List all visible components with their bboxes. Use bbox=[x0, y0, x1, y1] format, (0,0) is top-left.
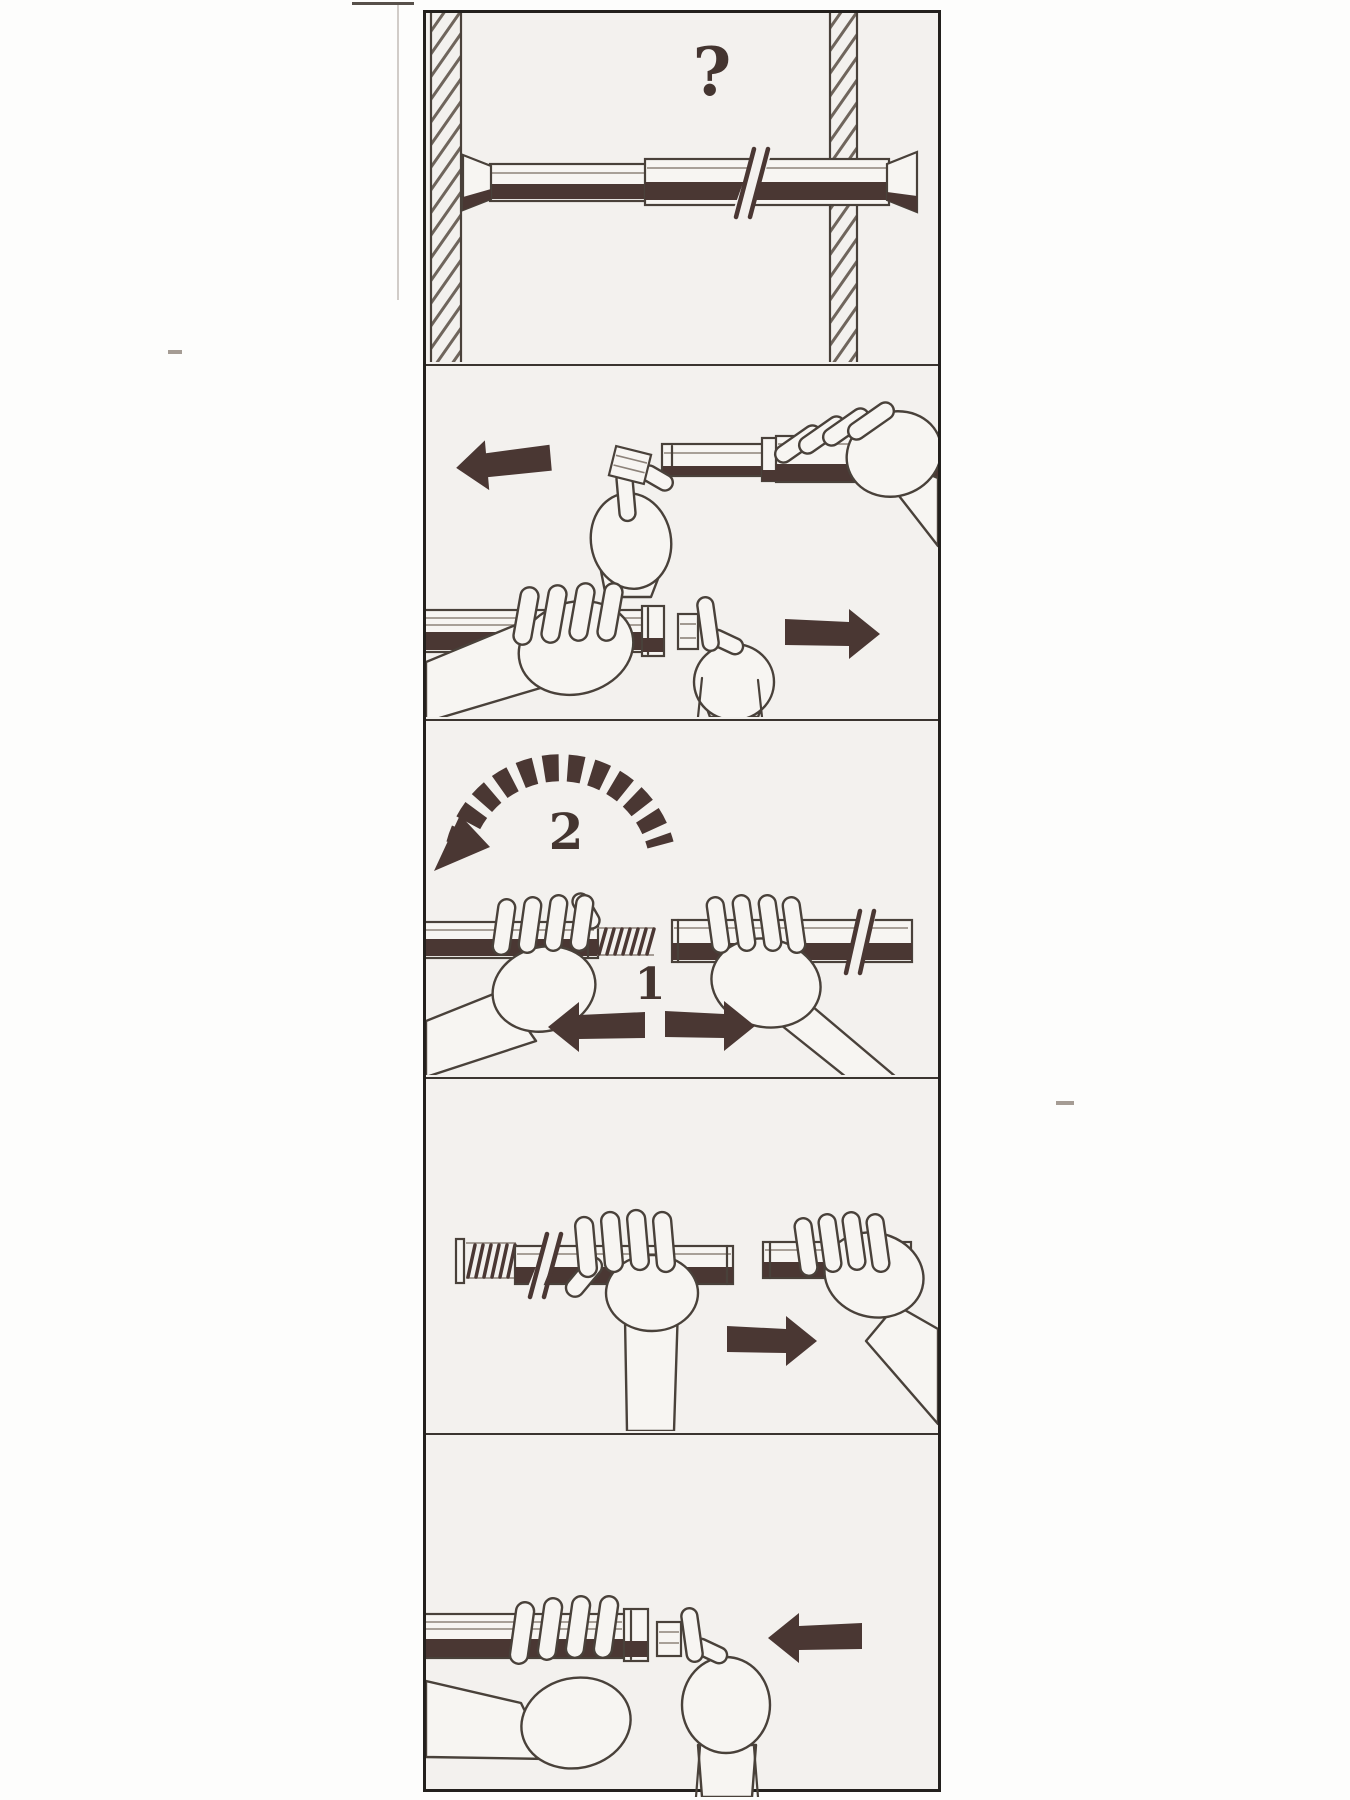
panel-2-disassemble bbox=[426, 366, 938, 721]
arrow-right-icon bbox=[785, 609, 880, 659]
panel-4-insert-spring bbox=[426, 1079, 938, 1435]
hand-gripping-rod-icon bbox=[426, 582, 644, 717]
panel-2-drawing bbox=[426, 366, 938, 717]
panel-5-drawing bbox=[426, 1435, 938, 1797]
hand-gripping-rod-icon bbox=[562, 1209, 698, 1431]
hand-gripping-rod-icon bbox=[794, 1211, 938, 1424]
step-2-label: 2 bbox=[548, 802, 584, 861]
hand-pinching-cap-icon bbox=[680, 1607, 770, 1797]
panel-1-problem bbox=[426, 13, 938, 366]
rod-inner-tube bbox=[662, 444, 764, 476]
arrow-right-icon bbox=[727, 1316, 817, 1366]
panel-3-adjust-length bbox=[426, 721, 938, 1079]
panel-4-drawing bbox=[426, 1079, 938, 1431]
arrow-left-icon bbox=[768, 1613, 862, 1663]
rod-end-cap bbox=[657, 1622, 681, 1656]
scan-edge-artifact bbox=[352, 2, 414, 5]
panel-3-drawing bbox=[426, 721, 938, 1075]
scan-line-artifact bbox=[397, 2, 399, 300]
arrow-left-icon bbox=[454, 435, 553, 493]
spring-coil-icon bbox=[597, 928, 654, 955]
hatched-wall-icon bbox=[430, 13, 462, 362]
panel-5-reassemble bbox=[426, 1435, 938, 1797]
scan-dash-artifact bbox=[1056, 1101, 1074, 1105]
spring-coil-icon bbox=[456, 1239, 516, 1283]
scan-dash-artifact bbox=[168, 350, 182, 354]
rod-end-cap bbox=[609, 446, 651, 484]
question-mark-label: ? bbox=[692, 33, 732, 111]
step-1-label: 1 bbox=[634, 959, 666, 1010]
hand-pinching-cap-icon bbox=[694, 596, 774, 717]
instruction-strip bbox=[423, 10, 941, 1792]
rod-end-cap bbox=[678, 614, 698, 649]
